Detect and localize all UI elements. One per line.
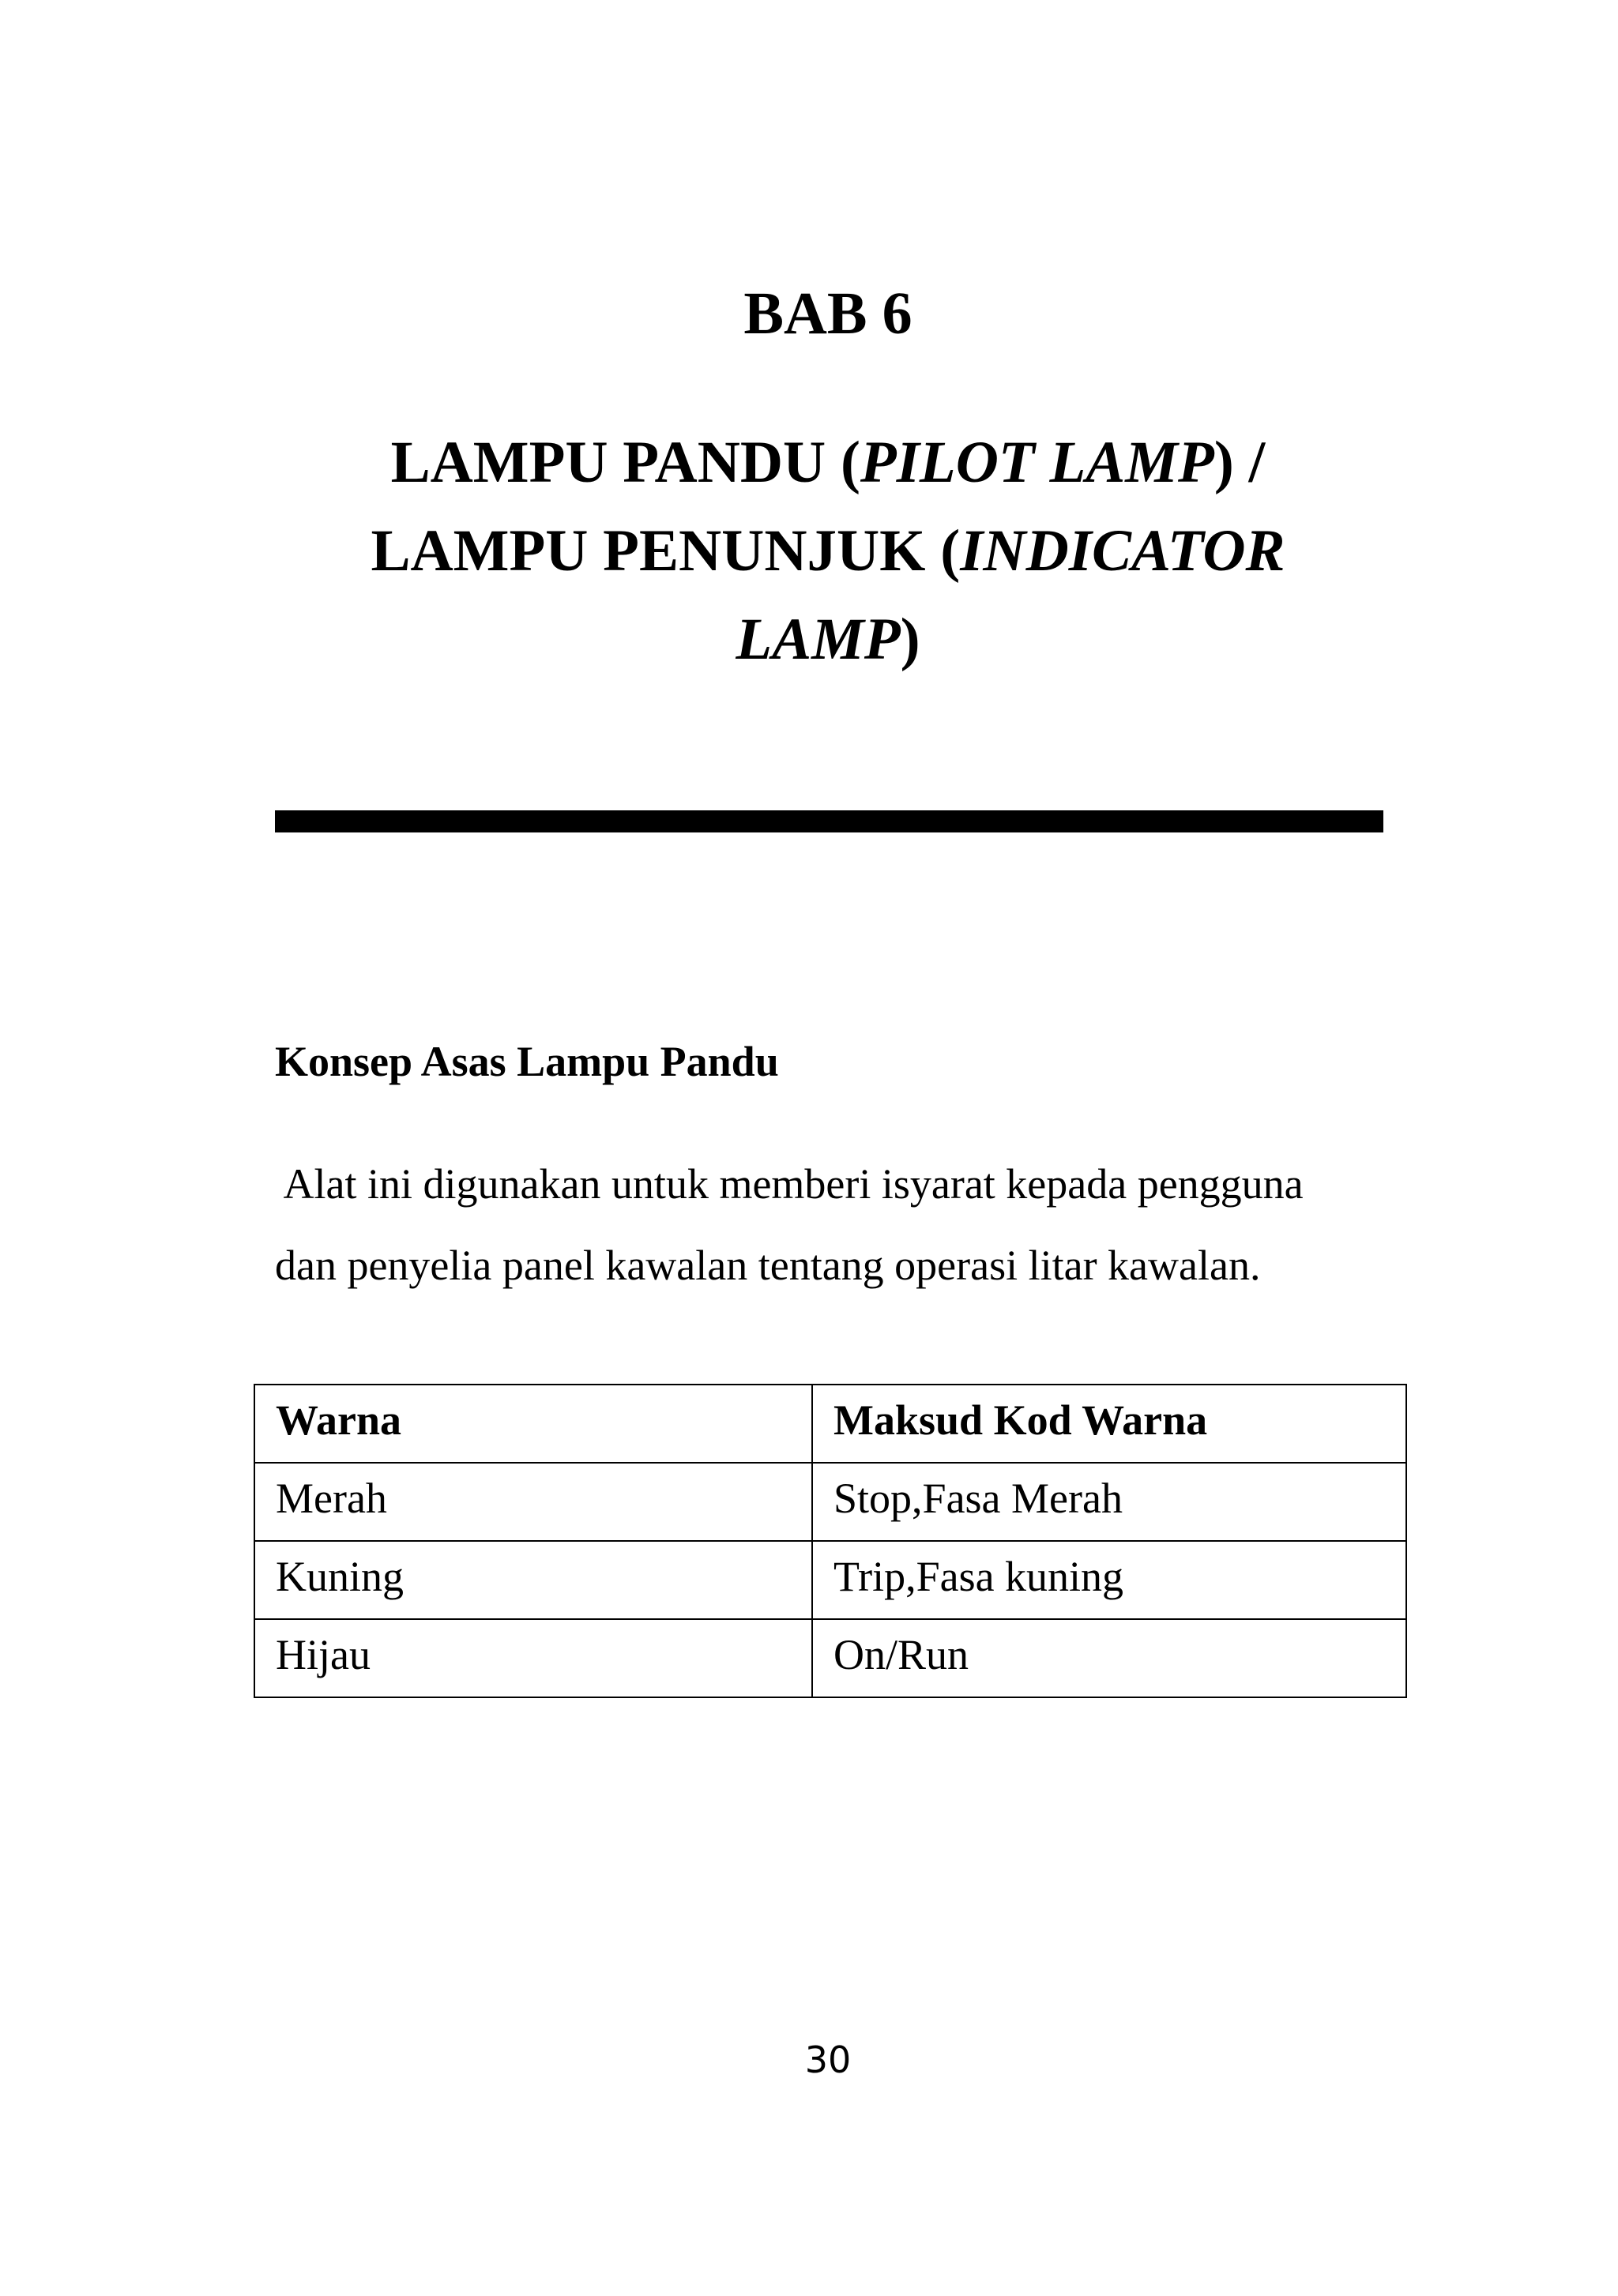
table-cell: Hijau — [254, 1619, 812, 1697]
table-row — [254, 1463, 1406, 1541]
table-row — [254, 1541, 1406, 1619]
color-code-table — [254, 1384, 1407, 1698]
chapter-title — [0, 419, 1618, 684]
title-english-term: LAMP — [736, 607, 901, 672]
title-text: ) / — [1214, 430, 1266, 495]
chapter-number: BAB 6 — [743, 280, 912, 347]
table-row — [254, 1619, 1406, 1697]
paragraph-line: Alat ini digunakan untuk memberi isyarat kepada pengguna — [275, 1160, 1304, 1208]
chapter-title-line-3 — [38, 596, 1618, 684]
paragraph-line: dan penyelia panel kawalan tentang operasi litar kawalan. — [275, 1242, 1261, 1289]
table-cell: Stop,Fasa Merah — [812, 1463, 1406, 1541]
title-text: LAMPU PANDU ( — [390, 430, 860, 495]
table-header-row — [254, 1385, 1406, 1463]
section-paragraph — [275, 1144, 1397, 1306]
chapter-title-line-1 — [38, 419, 1618, 507]
title-text: LAMPU PENUNJUK ( — [371, 518, 961, 584]
title-english-term: PILOT LAMP — [860, 430, 1214, 495]
title-text: ) — [900, 607, 920, 672]
table-cell: Trip,Fasa kuning — [812, 1541, 1406, 1619]
chapter-divider — [275, 810, 1383, 832]
table-cell: On/Run — [812, 1619, 1406, 1697]
section-heading: Konsep Asas Lampu Pandu — [275, 1038, 779, 1085]
table-header-cell: Maksud Kod Warna — [812, 1385, 1406, 1463]
table-cell: Kuning — [254, 1541, 812, 1619]
title-english-term: INDICATOR — [960, 518, 1285, 584]
chapter-title-line-2 — [38, 507, 1618, 596]
page-number: 30 — [804, 2039, 852, 2081]
table-header-cell: Warna — [254, 1385, 812, 1463]
table-cell: Merah — [254, 1463, 812, 1541]
